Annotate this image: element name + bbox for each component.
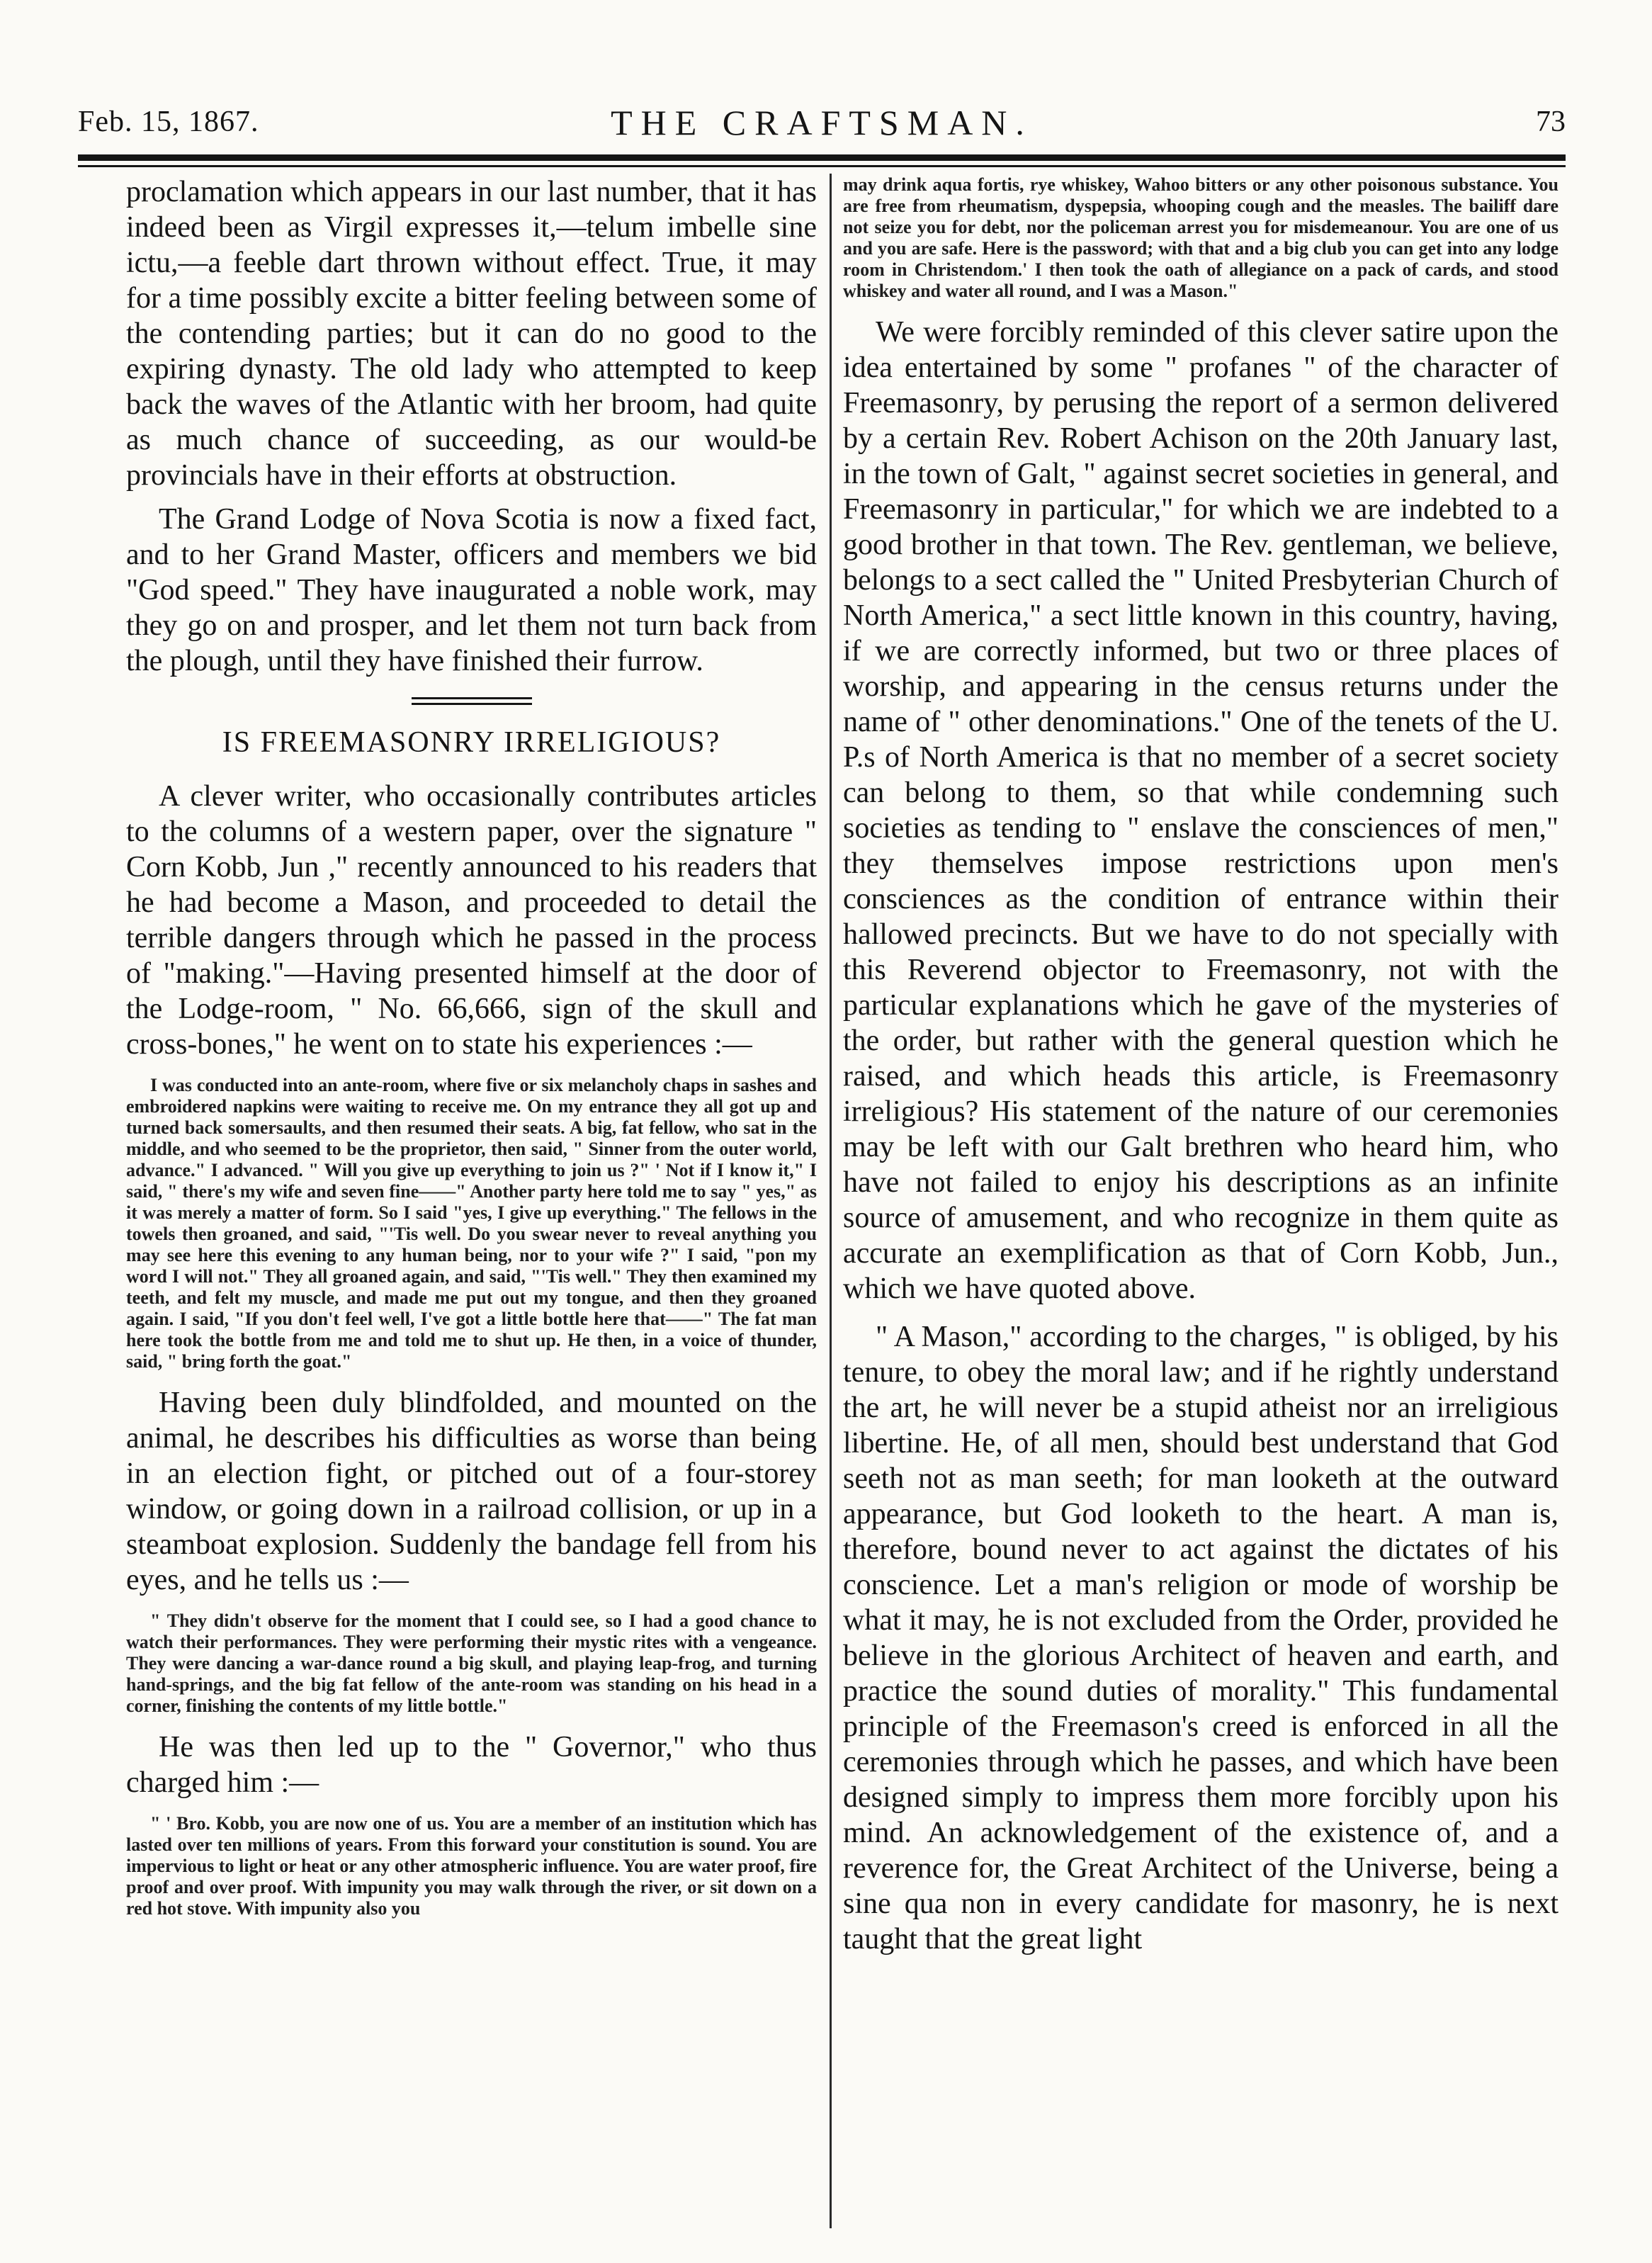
quote-bro-kobb: " ' Bro. Kobb, you are now one of us. You are a member of an institution which has lasted over ten millions of years. From this forward your constitution is sound. You are impervious to light or heat or any other atmospheric influence. You are water proof, fire proof and over proof. With impunity you may walk through the river, or sit down on a red hot stove. With impunity also you (126, 1813, 817, 1919)
issue-date: Feb. 15, 1867. (78, 106, 259, 138)
right-column (843, 174, 1558, 1957)
paragraph-grand-lodge: The Grand Lodge of Nova Scotia is now a fixed fact, and to her Grand Master, officers and members we bid "God speed." They have inaugurated a noble work, may they go on and prosper, and let them not turn back from the plough, until they have finished their furrow. (126, 503, 817, 677)
quote-war-dance: " They didn't observe for the moment that I could see, so I had a good chance to watch their performances. They were performing their mystic rites with a vengeance. They were dancing a war-dance round a big skull, and playing leap-frog, and turning hand-springs, and the big fat fellow of the ante-room was standing on his head in a corner, finishing the contents of my little bottle." (126, 1610, 817, 1716)
paragraph-blindfolded: Having been duly blindfolded, and mounted on the animal, he describes his difficulties as worse than being in an election fight, or pitched out of a four-storey window, or going down in a railroad collision, or up in a steamboat explosion. Suddenly the bandage fell from his eyes, and he tells us :— (126, 1387, 817, 1596)
quote-ante-room: I was conducted into an ante-room, where five or six melancholy chaps in sashes and embroidered napkins were waiting to receive me. On my entrance they all got up and turned back somersaults, and then resumed their seats. A big, fat fellow, who sat in the middle, and who seemed to be the proprietor, then said, " Sinner from the outer world, advance." I advanced. " Will you give up everything to join us ?" ' Not if I know it," I said, " there's my wife and seven fine——" Another party here told me to say " yes," as it was merely a matter of form. So I said "yes, I give up everything." The fellows in the towels then groaned, and said, "'Tis well. Do you swear never to reveal anything you may see here this evening to any human being, nor to your wife ?" I said, "pon my word I will not." They all groaned again, and said, "'Tis well." They then examined my teeth, and felt my muscle, and made me put out my tongue, and then they groaned again. I said, "If you don't feel well, I've got a little bottle here that——" The fat man here took the bottle from me and told me to shut up. He then, in a voice of thunder, said, " bring forth the goat." (126, 1075, 817, 1372)
section-divider (412, 697, 532, 705)
left-column (126, 174, 817, 1919)
paragraph-a-mason: " A Mason," according to the charges, " is obliged, by his tenure, to obey the moral law; and if he rightly understand the art, he will never be a stupid atheist nor an irreligious libertine. He, of all men, should best understand that God seeth not as man seeth; for man looketh at the outward appearance, but God looketh to the heart. A man is, therefore, bound never to act against the dictates of his conscience. Let a man's religion or mode of worship be what it may, he is not excluded from the Order, provided he believe in the glorious Architect of heaven and earth, and practice the sound duties of morality." This fundamental principle of the Freemason's creed is enforced in all the ceremonies through which he passes, and which have been designed simply to impress them more forcibly upon his mind. An acknowledgement of the existence of, and a reverence for, the Great Architect of the Universe, being a sine qua non in every candidate for masonry, he is next taught that the great light (843, 1321, 1558, 1956)
page-number: 73 (1536, 106, 1566, 138)
quote-continuation: may drink aqua fortis, rye whiskey, Wahoo bitters or any other poisonous substance. You are free from rheumatism, dyspepsia, whooping cough and the measles. The bailiff dare not seize you for debt, nor the policeman arrest you for misdemeanour. You are one of us and you are safe. Here is the password; with that and a big club you can get into any lodge room in Christendom.' I then took the oath of allegiance on a pack of cards, and stood whiskey and water all round, and I was a Mason." (843, 174, 1558, 301)
masthead-title: THE CRAFTSMAN. (611, 103, 1033, 142)
page-header (78, 98, 1566, 140)
paragraph-clever-satire: We were forcibly reminded of this clever satire upon the idea entertained by some " profanes " of the character of Freemasonry, by perusing the report of a sermon delivered by a certain Rev. Robert Achison on the 20th January last, in the town of Galt, " against secret societies in general, and Freemasonry in particular," for which we are indebted to a good brother in that town. The Rev. gentleman, we believe, belongs to a sect called the " United Presbyterian Church of North America," a sect little known in this country, having, if we are correctly informed, but two or three places of worship, and appearing in the census returns under the name of " other denominations." One of the tenets of the U. P.s of North America is that no member of a secret society can belong to them, so that while condemning such societies as tending to " enslave the consciences of men," they themselves impose restrictions upon men's consciences as the condition of entrance within their hallowed precincts. But we have to do not specially with this Reverend objector to Freemasonry, not with the particular explanations which he gave of the mysteries of the order, but rather with the general question which he raised, and which heads this article, is Freemasonry irreligious? His statement of the nature of our ceremonies may be left with our Galt brethren who heard him, who have not failed to enjoy his descriptions as an infinite source of amusement, and who recognize in them quite as accurate an exemplification as that of Corn Kobb, Jun., which we have quoted above. (843, 316, 1558, 1305)
paragraph-proclamation: proclamation which appears in our last number, that it has indeed been as Virgil expresses it,—telum imbelle sine ictu,—a feeble dart thrown without effect. True, it may for a time possibly excite a bitter feeling between some of the contending parties; but it can do no good to the expiring dynasty. The old lady who attempted to keep back the waves of the Atlantic with her broom, had quite as much chance of succeeding, as our would-be provincials have in their efforts at obstruction. (126, 176, 817, 492)
column-divider (830, 174, 832, 2228)
paragraph-clever-writer: A clever writer, who occasionally contributes articles to the columns of a western paper, over the signature " Corn Kobb, Jun ," recently announced to his readers that he had become a Mason, and proceeded to detail the terrible dangers through which he passed in the process of "making."—Having presented himself at the door of the Lodge-room, " No. 66,666, sign of the skull and cross-bones," he went on to state his experiences :— (126, 780, 817, 1061)
article-heading: IS FREEMASONRY IRRELIGIOUS? (222, 726, 721, 759)
header-rule-thick (78, 154, 1566, 161)
header-rule-thin (78, 165, 1566, 167)
paragraph-governor: He was then led up to the " Governor," who thus charged him :— (126, 1731, 817, 1799)
